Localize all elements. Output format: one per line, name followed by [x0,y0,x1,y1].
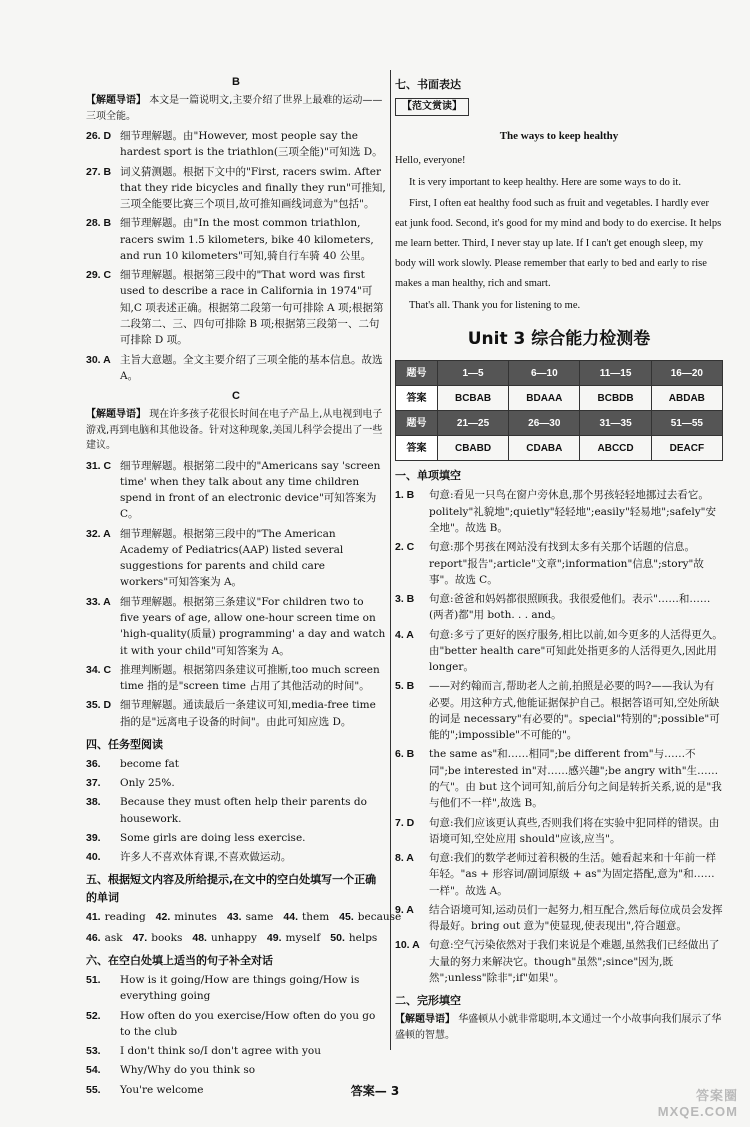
item-text: 词义猜测题。根据下文中的"First, racers swim. After that they ride bicycles and finally they run"可推知,三项全能要比赛三个项目,故可推知画线词意为"包括"。 [120,165,386,211]
blank-answer: myself [285,931,321,944]
question-range: 16—20 [651,361,722,386]
item-number: 34. C [86,663,112,676]
answer-item [86,1043,386,1059]
item-text: 句意:空气污染依然对于我们来说是个难题,虽然我们已经做出了大量的努力来解决它。though"虽然";since"因为,既然";unless"除非";if"如果"。 [429,939,720,984]
answer-table-answer-row [396,386,723,411]
blank-answer: reading [104,910,146,923]
blank-number: 48. [192,931,207,944]
page-number: 答案— 3 [350,1084,400,1098]
guide-label: 【解题导语】 [86,409,146,421]
guide-label: 【解题导语】 [86,95,146,107]
answer-label: 答案 [396,436,438,461]
answer-item [395,627,723,676]
blank-answer: unhappy [210,931,257,944]
blank-answer: because [357,910,402,923]
item-text: 结合语境可知,运动员们一起努力,相互配合,然后每位成员会发挥得最好。bring out 意为"使显现,使表现出",符合题意。 [429,903,723,933]
answer-item [395,850,723,899]
item-number: 6. B [395,748,415,761]
item-number: 30. A [86,353,111,366]
section-7-heading: 七、书面表达 [395,78,461,91]
answer-item [86,972,386,1005]
item-number: 27. B [86,165,112,178]
question-range: 26—30 [509,411,580,436]
blank-answer: minutes [174,910,217,923]
guide-text: 现在许多孩子花很长时间在电子产品上,从电视到电子游戏,再到电脑和其他设备。针对这种现象,美国儿科学会提出了一些建议。 [86,409,383,452]
item-number: 36. [86,757,101,770]
item-number: 35. D [86,699,112,712]
question-range: 21—25 [437,411,508,436]
answer-value: CBABD [437,436,508,461]
item-number: 29. C [86,269,112,282]
watermark-top: 答案圈 [695,1088,738,1103]
item-number: 52. [86,1009,101,1022]
cloze-guide [395,1012,723,1043]
answer-item [86,594,386,659]
answer-label: 答案 [396,386,438,411]
answer-table-answer-row [396,436,723,461]
watermark-logo [612,1088,738,1124]
item-text: become fat [120,757,180,770]
blank-number: 41. [86,910,101,923]
column-divider [390,70,391,1050]
left-column [86,70,402,1101]
blank-answer: helps [348,931,378,944]
item-text: 细节理解题。由"However, most people say the hardest sport is the triathlon(三项全能)"可知选 D。 [120,130,383,159]
item-text: 许多人不喜欢体育课,不喜欢做运动。 [120,851,292,864]
item-number: 33. A [86,595,111,608]
answer-value: CDABA [509,436,580,461]
answer-item [86,1062,386,1078]
item-number: 7. D [395,816,415,829]
answer-item [86,775,386,791]
answer-table-range-row [396,361,723,386]
answer-item [395,678,723,743]
question-label: 题号 [396,411,438,436]
answer-item [395,815,723,848]
section-c-items [86,458,386,730]
blank-answer: same [245,910,274,923]
right-column [395,70,723,1047]
item-text: 细节理解题。根据第三段中的"The American Academy of Pediatrics(AAP) listed several suggestions for parents and child care workers"可知答案为 A。 [120,527,344,589]
item-text: Because they must often help their parents do housework. [120,796,367,825]
item-number: 39. [86,831,101,844]
section-6-items [86,972,386,1098]
item-text: 细节理解题。通读最后一条建议可知,media-free time 指的是"远离电子设备的时间"。由此可知应选 D。 [120,699,376,728]
item-number: 54. [86,1064,101,1077]
question-range: 11—15 [580,361,651,386]
question-range: 31—35 [580,411,651,436]
item-number: 32. A [86,527,111,540]
answer-value: DEACF [651,436,722,461]
blank-number: 49. [266,931,282,944]
answer-item [86,849,386,865]
essay-paragraph-1: It is very important to keep healthy. Here are some ways to do it. [409,176,681,188]
answer-value: BCBDB [580,386,651,411]
section-b-items [86,128,386,384]
answer-item [86,697,386,730]
item-number: 9. A [395,903,414,916]
answer-item [86,662,386,695]
item-number: 26. D [86,130,112,143]
item-text: 细节理解题。由"In the most common triathlon, racers swim 1.5 kilometers, bike 40 kilometers, and run 10 kilometers"可知,骑自行车骑 40 公里。 [120,217,374,262]
section-5-heading: 五、根据短文内容及所给提示,在文中的空白处填写一个正确的单词 [86,873,377,904]
blank-number: 43. [226,910,242,923]
single-choice-heading: 一、单项填空 [395,469,461,483]
item-number: 38. [86,796,101,809]
item-text: 句意:多亏了更好的医疗服务,相比以前,如今更多的人活得更久。由"better health care"可知此处指更多的人活得更久,因此用 longer。 [429,628,723,674]
blank-number: 47. [132,931,148,944]
question-label: 题号 [396,361,438,386]
answer-item [395,539,723,588]
question-range: 51—55 [651,411,722,436]
answer-value: ABCCD [580,436,651,461]
item-number: 2. C [395,541,415,554]
model-essay-tag: 【范文赏读】 [395,98,469,116]
blank-answer: them [302,910,330,923]
essay-paragraph-2: First, I often eat healthy food such as fruit and vegetables. I hardly ever eat junk food. Second, it's good for my mind and body to do exercise. It helps me learn better. Third, I never stay up late. If I can't get enough sleep, my body will work slowly. Please remember that early to bed and early to rise makes a man healthy, rich and smart. [395,198,722,290]
answer-item [86,794,386,827]
unit-title: Unit 3 综合能力检测卷 [467,329,651,350]
item-text: 句意:我们的数学老师过着积极的生活。她看起来和十年前一样年轻。"as + 形容词/副词原级 + as"为固定搭配,意为"和……一样"。故选 A。 [429,852,717,897]
item-text: ——对约翰而言,帮助老人之前,拍照是必要的吗?——我认为有必要。用这种方式,他能证据保护自己。根据答语可知,空处所缺的词是 necessary"有必要的"。special"特别的";possible"可能的";impossible"不可能的"。 [429,680,720,742]
answer-item [395,746,723,811]
answer-value: BCBAB [437,386,508,411]
single-choice-items [395,487,723,986]
answer-item [86,458,386,523]
blank-answer: ask [104,931,123,944]
item-number: 37. [86,777,101,790]
item-text: Why/Why do you think so [120,1064,256,1077]
answer-item [395,487,723,536]
item-number: 3. B [395,593,415,606]
cloze-heading: 二、完形填空 [395,994,461,1008]
answer-item [395,937,723,986]
question-range: 6—10 [509,361,580,386]
item-number: 8. A [395,852,414,865]
item-number: 10. A [395,939,420,952]
answer-item [395,591,723,624]
section-5-row-2 [86,930,386,946]
section-b-guide [86,93,386,124]
item-text: 句意:那个男孩在网站没有找到太多有关那个话题的信息。report"报告";article"文章";information"信息";story"故事"。故选 C。 [429,541,704,586]
section-4-heading: 四、任务型阅读 [86,737,163,751]
item-text: Some girls are doing less exercise. [120,831,306,844]
answer-item [86,1008,386,1041]
item-text: I don't think so/I don't agree with you [120,1045,321,1058]
item-text: How often do you exercise/How often do you go to the club [120,1009,376,1038]
answer-item [86,352,386,385]
item-text: 句意:看见一只鸟在窗户旁休息,那个男孩轻轻地挪过去看它。politely"礼貌地";quietly"轻轻地";easily"轻易地";safely"安全地"。故选 B。 [429,489,717,535]
blank-number: 46. [86,931,101,944]
blank-number: 50. [330,931,345,944]
item-text: 句意:爸爸和妈妈都很照顾我。我很爱他们。表示"……和……(两者)都"用 both. . . and。 [429,593,711,622]
blank-number: 45. [339,910,354,923]
item-text: the same as"和……相同";be different from"与……不同";be interested in"对……感兴趣";be angry with"生……的气"。由 but 这个词可知,前后分句之间是转折关系,说的是"我与他们不一样",故选 B。 [429,748,722,810]
item-number: 40. [86,851,101,864]
answer-value: BDAAA [509,386,580,411]
answer-item [86,128,386,161]
item-text: 细节理解题。根据第二段中的"Americans say 'screen time' when they talk about any time children spend in front of an electronic device"可知答案为 C。 [120,459,381,521]
answer-value: ABDAB [651,386,722,411]
section-c-letter: C [232,390,240,403]
item-text: 推理判断题。根据第四条建议可推断,too much screen time 指的是"screen time 占用了其他活动的时间"。 [120,663,380,693]
essay-body [395,151,723,317]
question-range: 1—5 [437,361,508,386]
answer-item [395,902,723,935]
section-b-letter: B [232,76,240,88]
guide-label: 【解题导语】 [395,1014,455,1026]
answer-item [86,526,386,591]
answer-table-range-row [396,411,723,436]
item-number: 31. C [86,459,112,472]
guide-text: 华盛顿从小就非常聪明,本文通过一个小故事向我们展示了华盛顿的智慧。 [395,1014,722,1041]
watermark-bottom: MXQE.COM [657,1103,738,1119]
section-4-items [86,756,386,866]
item-number: 1. B [395,489,415,502]
answer-item [86,215,386,264]
item-number: 51. [86,974,101,987]
item-text: 细节理解题。根据第三条建议"For children two to five years of age, allow one-hour screen time on 'high-quality(质量) programming' a day and watch it with your child"可知答案为 A。 [120,595,386,657]
answer-item [86,164,386,213]
blank-number: 42. [155,910,171,923]
item-text: 主旨大意题。全文主要介绍了三项全能的基本信息。故选 A。 [120,353,383,382]
answer-item [86,830,386,846]
item-number: 53. [86,1045,101,1058]
item-text: 细节理解题。根据第三段中的"That word was first used to describe a race in California in 1974"可知,C 项表述正确。根据第二段第一句可排除 A 项;根据第二段第二、三、四句可排除 B 项;根据第三段第一、二句可排除 D 项。 [120,269,384,347]
item-text: How is it going/How are things going/How is everything going [120,974,360,1003]
blank-answer: books [151,931,183,944]
answer-item [86,267,386,348]
guide-text: 本文是一篇说明文,主要介绍了世界上最难的运动——三项全能。 [86,95,383,122]
answer-item [86,756,386,772]
item-number: 55. [86,1083,101,1096]
item-number: 5. B [395,680,415,693]
item-text: Only 25%. [120,777,175,790]
essay-greeting: Hello, everyone! [395,154,466,166]
essay-title: The ways to keep healthy [499,129,619,142]
essay-closing: That's all. Thank you for listening to me. [409,300,581,312]
answer-table [395,360,723,461]
item-text: 句意:我们应该更认真些,否则我们将在实验中犯同样的错误。由语境可知,空处应用 should"应该,应当"。 [429,816,720,845]
section-5-row-1 [86,909,402,925]
item-number: 4. A [395,628,414,641]
section-6-heading: 六、在空白处填上适当的句子补全对话 [86,954,273,968]
section-c-guide [86,407,386,454]
blank-number: 44. [283,910,298,923]
item-number: 28. B [86,217,112,230]
item-text: You're welcome [120,1083,204,1096]
